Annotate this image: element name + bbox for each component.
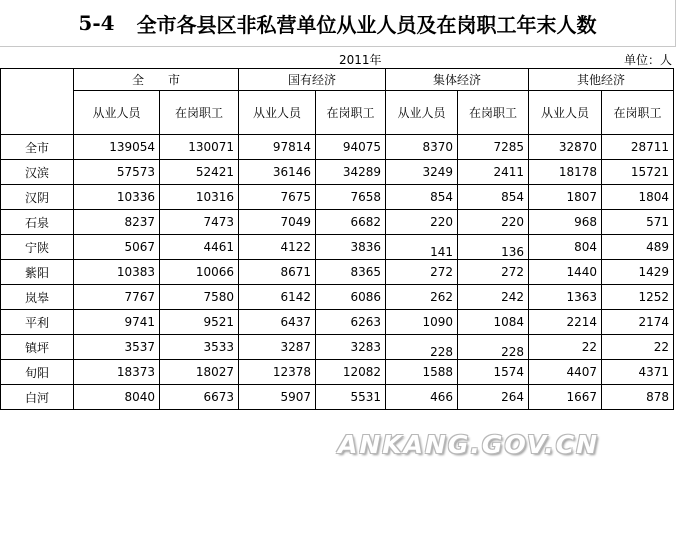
value-cell: 7767 — [74, 285, 160, 310]
region-name-cell: 旬阳 — [1, 360, 74, 385]
value-cell: 262 — [386, 285, 458, 310]
value-cell: 228 — [458, 335, 529, 360]
value-cell: 1667 — [529, 385, 602, 410]
region-name-cell: 汉滨 — [1, 160, 74, 185]
region-name-cell: 宁陕 — [1, 235, 74, 260]
value-cell: 6263 — [316, 310, 386, 335]
value-cell: 139054 — [74, 135, 160, 160]
region-name-cell: 岚皋 — [1, 285, 74, 310]
table-row — [1, 185, 674, 210]
group-header-other: 其他经济 — [529, 69, 674, 91]
value-cell: 3537 — [74, 335, 160, 360]
table-row — [1, 210, 674, 235]
value-cell: 1084 — [458, 310, 529, 335]
table-row — [1, 260, 674, 285]
value-cell: 220 — [386, 210, 458, 235]
region-name-cell: 石泉 — [1, 210, 74, 235]
value-cell: 466 — [386, 385, 458, 410]
watermark: ANKANG.GOV.CN — [338, 430, 600, 459]
value-cell: 854 — [386, 185, 458, 210]
value-cell: 57573 — [74, 160, 160, 185]
value-cell: 7285 — [458, 135, 529, 160]
table-number: 5-4 — [78, 11, 115, 35]
value-cell: 6673 — [160, 385, 239, 410]
col-header-employed: 从业人员 — [529, 91, 602, 135]
value-cell: 1429 — [602, 260, 674, 285]
region-name-cell: 紫阳 — [1, 260, 74, 285]
region-header-cell — [1, 69, 74, 135]
value-cell: 8365 — [316, 260, 386, 285]
value-cell: 1807 — [529, 185, 602, 210]
table-row — [1, 385, 674, 410]
value-cell: 8040 — [74, 385, 160, 410]
value-cell: 32870 — [529, 135, 602, 160]
value-cell: 10066 — [160, 260, 239, 285]
value-cell: 489 — [602, 235, 674, 260]
value-cell: 272 — [386, 260, 458, 285]
value-cell: 804 — [529, 235, 602, 260]
col-header-employed: 从业人员 — [239, 91, 316, 135]
group-header-all-city: 全 市 — [74, 69, 239, 91]
value-cell: 7473 — [160, 210, 239, 235]
value-cell: 7049 — [239, 210, 316, 235]
table-subheader-row — [0, 46, 676, 68]
value-cell: 878 — [602, 385, 674, 410]
value-cell: 34289 — [316, 160, 386, 185]
value-cell: 242 — [458, 285, 529, 310]
value-cell: 3533 — [160, 335, 239, 360]
value-cell: 10383 — [74, 260, 160, 285]
value-cell: 228 — [386, 335, 458, 360]
value-cell: 1363 — [529, 285, 602, 310]
value-cell: 8237 — [74, 210, 160, 235]
table-row — [1, 360, 674, 385]
value-cell: 7580 — [160, 285, 239, 310]
region-name-cell: 汉阴 — [1, 185, 74, 210]
region-name-cell: 平利 — [1, 310, 74, 335]
region-name-cell: 镇坪 — [1, 335, 74, 360]
region-name-cell: 全市 — [1, 135, 74, 160]
value-cell: 5067 — [74, 235, 160, 260]
value-cell: 94075 — [316, 135, 386, 160]
value-cell: 968 — [529, 210, 602, 235]
value-cell: 4407 — [529, 360, 602, 385]
value-cell: 22 — [602, 335, 674, 360]
value-cell: 6437 — [239, 310, 316, 335]
value-cell: 9521 — [160, 310, 239, 335]
value-cell: 4122 — [239, 235, 316, 260]
table-title — [0, 0, 676, 46]
value-cell: 220 — [458, 210, 529, 235]
value-cell: 52421 — [160, 160, 239, 185]
region-name-cell: 白河 — [1, 385, 74, 410]
col-header-onpost: 在岗职工 — [458, 91, 529, 135]
value-cell: 12378 — [239, 360, 316, 385]
col-header-onpost: 在岗职工 — [602, 91, 674, 135]
table-row — [1, 135, 674, 160]
table-row — [1, 285, 674, 310]
value-cell: 10336 — [74, 185, 160, 210]
value-cell: 2411 — [458, 160, 529, 185]
value-cell: 1252 — [602, 285, 674, 310]
value-cell: 15721 — [602, 160, 674, 185]
value-cell: 3287 — [239, 335, 316, 360]
value-cell: 8370 — [386, 135, 458, 160]
col-header-employed: 从业人员 — [386, 91, 458, 135]
value-cell: 22 — [529, 335, 602, 360]
value-cell: 18178 — [529, 160, 602, 185]
value-cell: 36146 — [239, 160, 316, 185]
value-cell: 136 — [458, 235, 529, 260]
value-cell: 2214 — [529, 310, 602, 335]
value-cell: 571 — [602, 210, 674, 235]
value-cell: 1804 — [602, 185, 674, 210]
value-cell: 97814 — [239, 135, 316, 160]
value-cell: 6086 — [316, 285, 386, 310]
unit-label: 单位：人 — [623, 53, 672, 67]
value-cell: 18373 — [74, 360, 160, 385]
table-row — [1, 310, 674, 335]
value-cell: 264 — [458, 385, 529, 410]
value-cell: 854 — [458, 185, 529, 210]
value-cell: 1574 — [458, 360, 529, 385]
value-cell: 8671 — [239, 260, 316, 285]
value-cell: 10316 — [160, 185, 239, 210]
value-cell: 2174 — [602, 310, 674, 335]
col-header-onpost: 在岗职工 — [316, 91, 386, 135]
value-cell: 1440 — [529, 260, 602, 285]
value-cell: 18027 — [160, 360, 239, 385]
value-cell: 4461 — [160, 235, 239, 260]
value-cell: 7658 — [316, 185, 386, 210]
value-cell: 28711 — [602, 135, 674, 160]
value-cell: 130071 — [160, 135, 239, 160]
value-cell: 5907 — [239, 385, 316, 410]
table-row — [1, 235, 674, 260]
value-cell: 1090 — [386, 310, 458, 335]
employment-table — [0, 68, 674, 410]
value-cell: 6142 — [239, 285, 316, 310]
col-header-employed: 从业人员 — [74, 91, 160, 135]
value-cell: 4371 — [602, 360, 674, 385]
value-cell: 141 — [386, 235, 458, 260]
table-row — [1, 335, 674, 360]
value-cell: 5531 — [316, 385, 386, 410]
value-cell: 9741 — [74, 310, 160, 335]
value-cell: 3836 — [316, 235, 386, 260]
group-header-collective: 集体经济 — [386, 69, 529, 91]
table-title-text: 全市各县区非私营单位从业人员及在岗职工年末人数 — [136, 12, 597, 37]
value-cell: 6682 — [316, 210, 386, 235]
value-cell: 3249 — [386, 160, 458, 185]
year-label: 2011年 — [339, 53, 382, 67]
value-cell: 1588 — [386, 360, 458, 385]
value-cell: 272 — [458, 260, 529, 285]
table-row — [1, 160, 674, 185]
value-cell: 3283 — [316, 335, 386, 360]
value-cell: 12082 — [316, 360, 386, 385]
group-header-state-owned: 国有经济 — [239, 69, 386, 91]
value-cell: 7675 — [239, 185, 316, 210]
col-header-onpost: 在岗职工 — [160, 91, 239, 135]
